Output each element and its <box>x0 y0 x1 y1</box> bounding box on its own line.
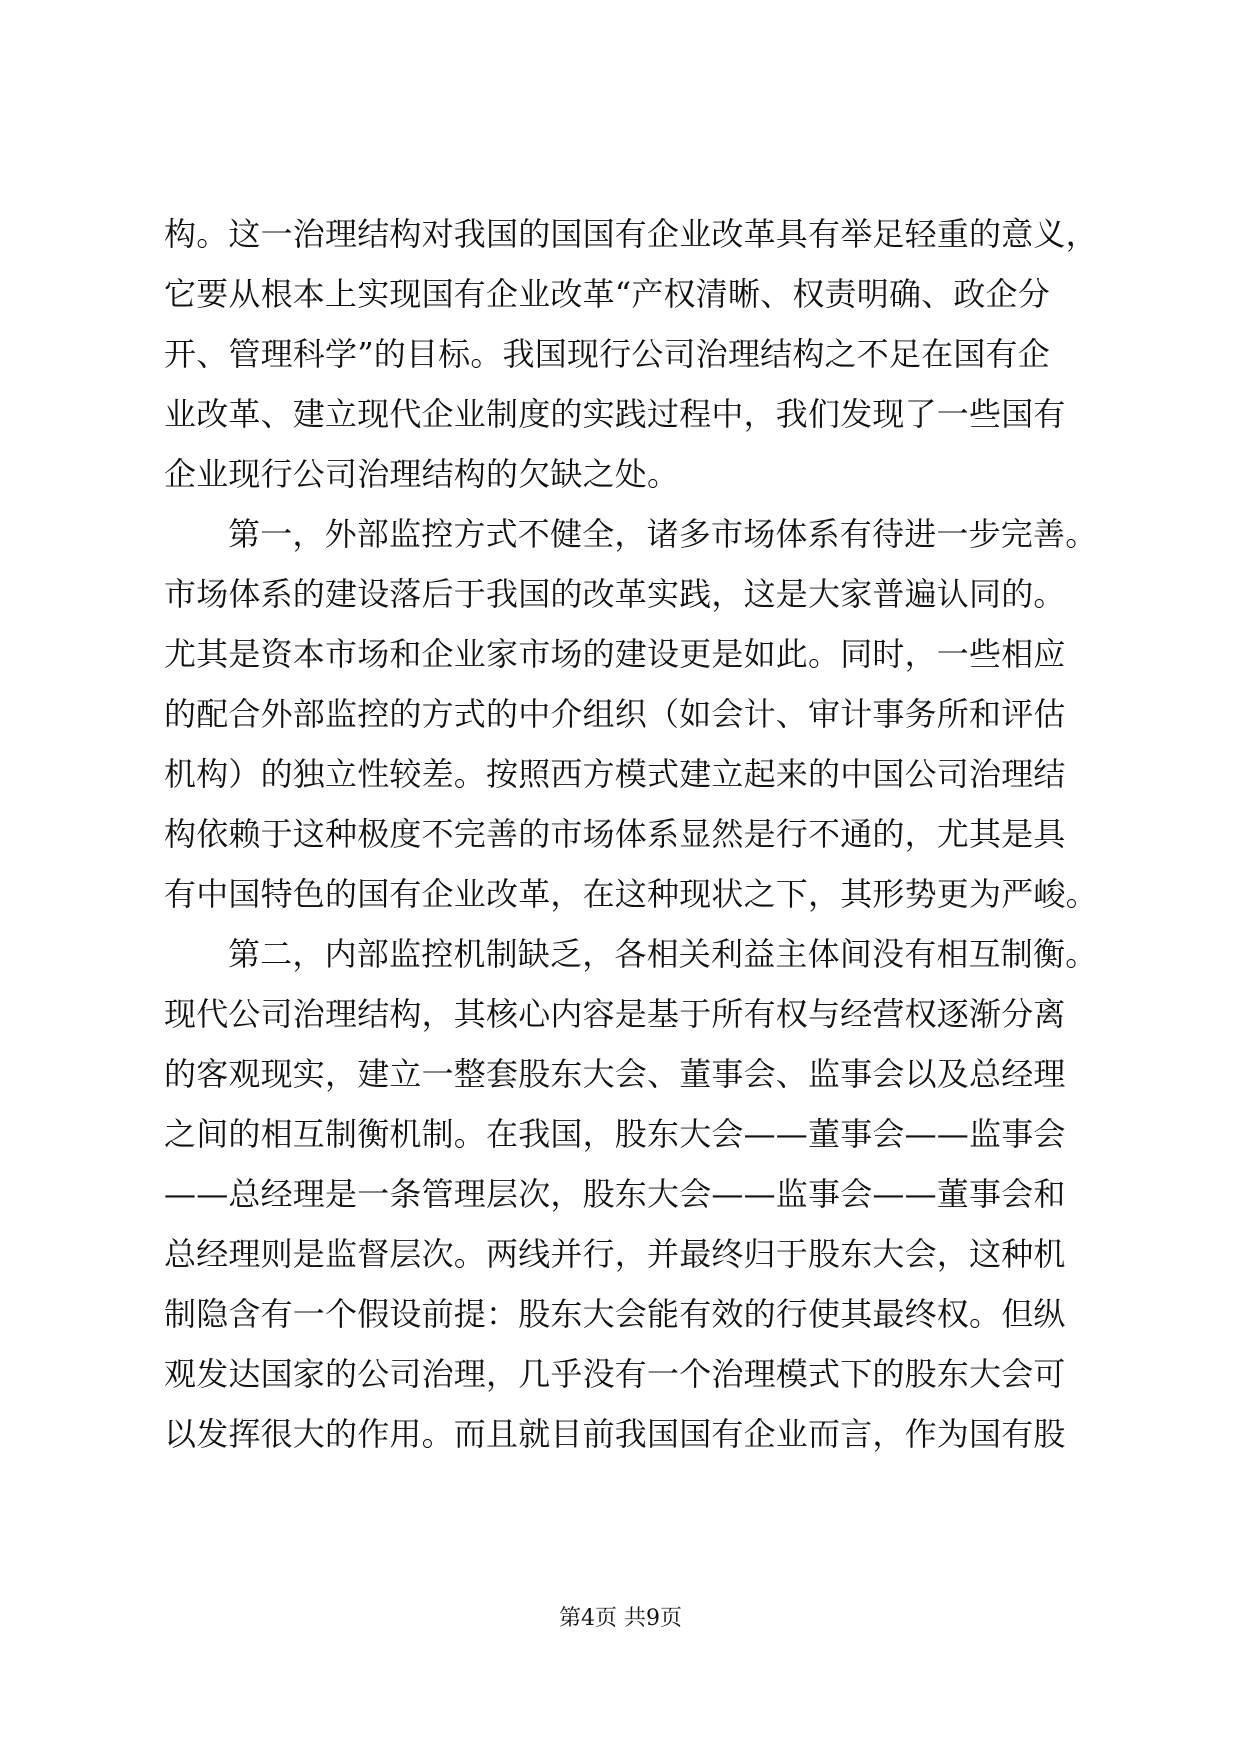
body-line: 企业现行公司治理结构的欠缺之处。 <box>164 455 680 493</box>
body-line: 制隐含有一个假设前提：股东大会能有效的行使其最终权。但纵 <box>164 1295 1066 1333</box>
body-line: 有中国特色的国有企业改革，在这种现状之下，其形势更为严峻。 <box>164 875 1098 913</box>
body-line: 总经理则是监督层次。两线并行，并最终归于股东大会，这种机 <box>164 1235 1066 1273</box>
paragraph-first-line: 第二，内部监控机制缺乏，各相关利益主体间没有相互制衡。 <box>228 935 1098 973</box>
body-line: 构依赖于这种极度不完善的市场体系显然是行不通的，尤其是具 <box>164 815 1066 853</box>
body-line: 之间的相互制衡机制。在我国，股东大会——董事会——监事会 <box>164 1115 1066 1153</box>
body-line: 的配合外部监控的方式的中介组织（如会计、审计事务所和评估 <box>164 695 1066 733</box>
body-line: 构。这一治理结构对我国的国国有企业改革具有举足轻重的意义， <box>164 215 1098 253</box>
body-line: 机构）的独立性较差。按照西方模式建立起来的中国公司治理结 <box>164 755 1066 793</box>
body-line: 观发达国家的公司治理，几乎没有一个治理模式下的股东大会可 <box>164 1355 1066 1393</box>
body-line: 尤其是资本市场和企业家市场的建设更是如此。同时，一些相应 <box>164 635 1066 673</box>
body-line: 业改革、建立现代企业制度的实践过程中，我们发现了一些国有 <box>164 395 1066 433</box>
body-line: 市场体系的建设落后于我国的改革实践，这是大家普遍认同的。 <box>164 575 1066 613</box>
body-line: ——总经理是一条管理层次，股东大会——监事会——董事会和 <box>164 1175 1066 1213</box>
page-number-footer: 第4页 共9页 <box>559 1606 682 1631</box>
body-line: 现代公司治理结构，其核心内容是基于所有权与经营权逐渐分离 <box>164 995 1066 1033</box>
body-line: 它要从根本上实现国有企业改革“产权清晰、权责明确、政企分 <box>164 275 1050 313</box>
body-line: 以发挥很大的作用。而且就目前我国国有企业而言，作为国有股 <box>164 1415 1066 1453</box>
paragraph-first-line: 第一，外部监控方式不健全，诸多市场体系有待进一步完善。 <box>228 515 1098 553</box>
body-line: 的客观现实，建立一整套股东大会、董事会、监事会以及总经理 <box>164 1055 1066 1093</box>
body-line: 开、管理科学”的目标。我国现行公司治理结构之不足在国有企 <box>164 335 1050 373</box>
